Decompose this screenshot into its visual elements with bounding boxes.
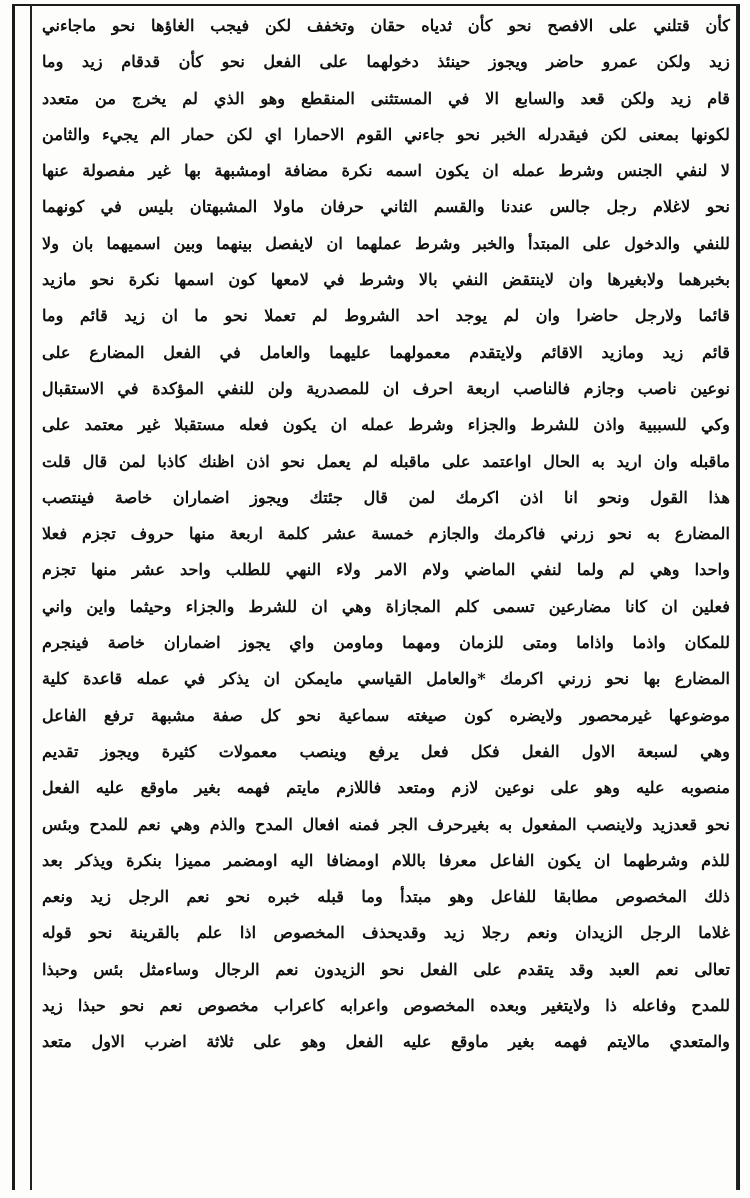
text-line: وكي للسببية واذن للشرط والجزاء وشرط عمله ان يكون فعله مستقبلا غير معتمد على bbox=[42, 415, 730, 435]
text-line: هذا القول ونحو انا اذن اكرمك لمن قال جئتك ويجوز اضماران خاصة فينتصب bbox=[42, 487, 730, 507]
text-line: غلاما الرجل الزيدان ونعم رجلا زيد وقديحذف المخصوص اذا علم بالقرينة نحو قوله bbox=[42, 923, 730, 943]
text-line: موضوعها غيرمحصور ولايضره كون صيغته سماعية نحو كل صفة مشبهة ترفع الفاعل bbox=[42, 705, 730, 725]
text-line: لكونها بمعنى لكن فيقدرله الخبر نحو جاءني القوم الاحمارا اي لكن حمار الم يجيء والثامن bbox=[42, 124, 730, 144]
text-line: كأن قتلني على الافصح نحو كأن ثدياه حقان وتخفف لكن فيجب الغاؤها نحو ماجاءني bbox=[42, 16, 730, 35]
text-line: المضارع به نحو زرني فاكرمك والجازم خمسة عشر كلمة اربعة منها حروف تجزم فعلا bbox=[42, 524, 730, 544]
text-line: للذم وشرطهما ان يكون الفاعل معرفا باللام اومضافا اليه اومضمر مميزا بنكرة ويذكر بعد bbox=[42, 850, 730, 870]
text-line: بخبرهما ولابغيرها وان لاينتقض النفي بالا وشرط في لامعها كون اسمها نكرة نحو مازيد bbox=[42, 270, 730, 290]
text-line: للمدح وفاعله ذا ولايتغير وبعده المخصوص واعرابه كاعراب مخصوص نعم نحو حبذا زيد bbox=[42, 996, 730, 1016]
text-line: نوعين ناصب وجازم فالناصب اربعة احرف ان للمصدرية ولن للنفي المؤكدة في الاستقبال bbox=[42, 378, 730, 398]
arabic-text-block bbox=[36, 8, 736, 1061]
text-line: زيد ولكن عمرو حاضر ويجوز حينئذ دخولهما على الفعل نحو كأن قدقام زيد وما bbox=[42, 52, 730, 72]
text-line: نحو لاغلام رجل جالس عندنا والقسم الثاني حرفان ماولا المشبهتان بليس في كونهما bbox=[42, 197, 730, 217]
text-line: فعلين ان كانا مضارعين تسمى كلم المجازاة وهي ان للشرط والجزاء وحيثما واين واني bbox=[42, 596, 730, 616]
text-line: منصوبه عليه وهو على نوعين لازم ومتعد فاللازم مايتم فهمه بغير ماوقع عليه الفعل bbox=[42, 778, 730, 798]
text-line: ذلك المخصوص مطابقا للفاعل وهو مبتدأ وما قبله خبره نحو نعم الرجل زيد ونعم bbox=[42, 887, 730, 907]
text-line: المضارع بها نحو زرني اكرمك *والعامل القياسي مايمكن ان يذكر في عمله قاعدة كلية bbox=[42, 669, 730, 689]
text-line: تعالى نعم العبد وقد يتقدم على الفعل نحو الزيدون نعم الرجال وساءمثل بئس وحبذا bbox=[42, 959, 730, 979]
text-line: لا لنفي الجنس وشرط عمله ان يكون اسمه نكرة مضافة اومشبهة بها غير مفصولة عنها bbox=[42, 161, 730, 181]
text-line: قائم زيد ومازيد الاقائم ولايتقدم معمولهما عليهما والعامل في الفعل المضارع على bbox=[42, 342, 730, 362]
text-line: واحدا وهي لم ولما لنفي الماضي ولام الامر ولاء النهي للطلب واحد عشر منها تجزم bbox=[42, 560, 730, 580]
text-line: والمتعدي مالايتم فهمه بغير ماوقع عليه الفعل وهو على ثلاثة اضرب الاول متعد bbox=[42, 1032, 730, 1052]
text-line: ماقبله وان اريد به الحال اواعتمد على ماقبله لم يعمل نحو اذن اظنك كاذبا لمن قال قلت bbox=[42, 451, 730, 471]
text-line: قام زيد ولكن قعد والسابع الا في المستثنى المنقطع وهو الذي لم يخرج من متعدد bbox=[42, 88, 730, 108]
text-line: للنفي والدخول على المبتدأ والخبر وشرط عملهما ان لايفصل بينهما وبين اسميهما بان ولا bbox=[42, 233, 730, 253]
text-line: للمكان واذما واذاما ومتى للزمان ومهما وماومن واي يجوز اضماران خاصة فينجرم bbox=[42, 633, 730, 653]
text-line: قائما ولارجل حاضرا وان لم يوجد احد الشروط لم تعملا نحو ما ان زيد قائم وما bbox=[42, 306, 730, 326]
text-line: نحو قعدزيد ولاينصب المفعول به بغيرحرف الجر فمنه افعال المدح والذم وهي نعم للمدح وبئس bbox=[42, 814, 730, 834]
text-line: وهي لسبعة الاول الفعل فكل فعل يرفع وينصب معمولات كثيرة ويجوز تقديم bbox=[42, 741, 730, 761]
